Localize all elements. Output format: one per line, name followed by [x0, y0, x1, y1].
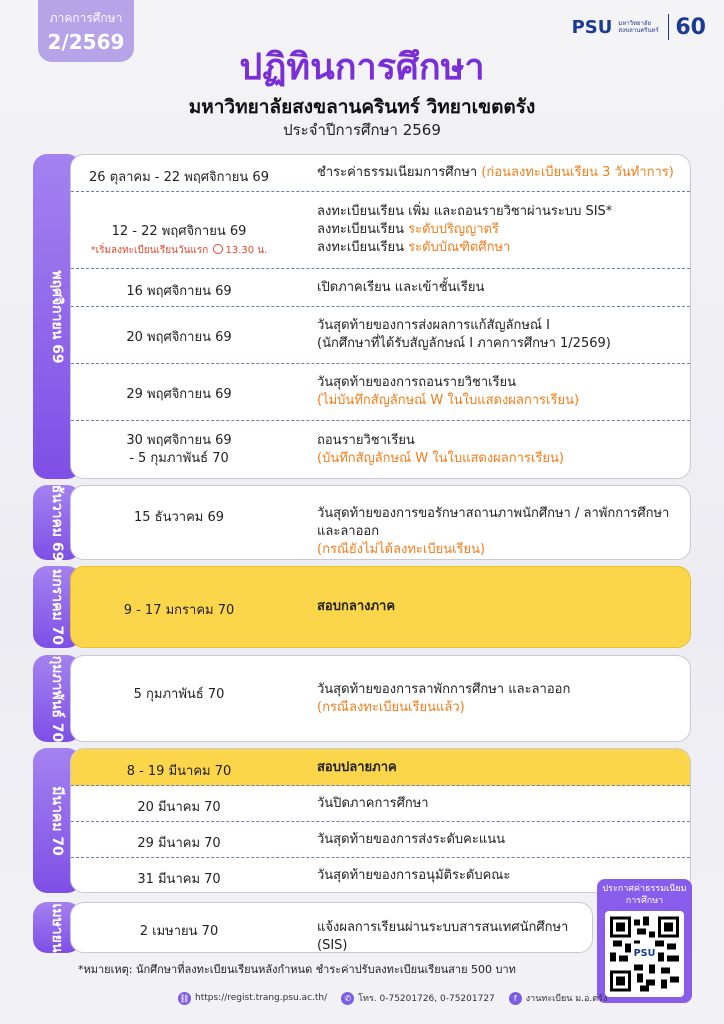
table-row [71, 307, 690, 364]
qr-caption: ประกาศค่าธรรมเนียมการศึกษา [602, 884, 687, 906]
university-name: มหาวิทยาลัยสงขลานครินทร์ วิทยาเขตตรัง [188, 96, 536, 118]
event-description: วันสุดท้ายของการขอรักษาสถานภาพนักศึกษา / ลาพักการศึกษา และลาออก (กรณียังไม่ได้ลงทะเบียนเรียน) [317, 506, 670, 557]
event-description: ถอนรายวิชาเรียน (บันทึกสัญลักษณ์ W ในใบแสดงผลการเรียน) [317, 433, 564, 466]
event-description: ลงทะเบียนเรียน เพิ่ม และถอนรายวิชาผ่านระบบ SIS* ลงทะเบียนเรียน ระดับปริญญาตรี ลงทะเบียนเรียน ระดับบัณฑิตศึกษา [317, 204, 613, 255]
month-tab-march: มีนาคม 70 [33, 748, 81, 893]
table-row [71, 421, 690, 479]
table-row [71, 155, 690, 192]
month-group-march [33, 748, 691, 893]
table-row [71, 269, 690, 307]
logo-divider [668, 14, 669, 40]
registration-note: *เริ่มลงทะเบียนเรียนวันแรก 13.30 น. [90, 245, 268, 256]
term-label: ภาคการศึกษา [49, 11, 123, 25]
phone-contact [341, 991, 495, 1005]
qr-center-logo: PSU [633, 948, 656, 960]
event-date: 26 ตุลาคม - 22 พฤศจิกายน 69 [89, 170, 269, 185]
academic-year: ประจำปีการศึกษา 2569 [283, 121, 441, 139]
month-group-december [33, 485, 691, 560]
table-row [71, 486, 690, 560]
event-date: 9 - 17 มกราคม 70 [123, 603, 235, 618]
event-description: วันสุดท้ายของการส่งผลการแก้สัญลักษณ์ I (นักศึกษาที่ได้รับสัญลักษณ์ I ภาคการศึกษา 1/2569) [317, 318, 611, 351]
month-tab-february: กุมภาพันธ์ 70 [33, 655, 81, 742]
event-date: 29 มีนาคม 70 [137, 836, 221, 851]
facebook-icon: f [509, 992, 522, 1005]
event-date: 31 มีนาคม 70 [137, 872, 221, 887]
table-row [71, 567, 690, 648]
event-description: วันสุดท้ายของการลาพักการศึกษา และลาออก (กรณีลงทะเบียนเรียนแล้ว) [317, 682, 571, 715]
event-description: เปิดภาคเรียน และเข้าชั้นเรียน [317, 280, 485, 295]
table-row [71, 656, 690, 742]
event-description: สอบปลายภาค [317, 760, 397, 775]
month-group-november [33, 154, 691, 479]
page-title: ปฏิทินการศึกษา [239, 47, 485, 88]
event-date: 16 พฤศจิกายน 69 [126, 284, 232, 299]
event-date: 30 พฤศจิกายน 69 - 5 กุมภาพันธ์ 70 [126, 433, 232, 466]
schedule-card-december [70, 485, 691, 560]
contact-footer [178, 991, 607, 1005]
qr-code[interactable] [605, 911, 684, 997]
event-date: 20 มีนาคม 70 [137, 800, 221, 815]
qr-code-graphic [610, 916, 679, 992]
event-description: ชำระค่าธรรมเนียมการศึกษา (ก่อนลงทะเบียนเรียน 3 วันทำการ) [317, 165, 674, 180]
footnote: *หมายเหตุ: นักศึกษาที่ลงทะเบียนเรียนหลังกำหนด ชำระค่าปรับลงทะเบียนเรียนสาย 500 บาท [78, 963, 516, 976]
month-tab-april: เมษายน [33, 902, 81, 953]
table-row [71, 786, 690, 822]
link-icon: ⛓ [179, 993, 190, 1003]
psu-logo-university: มหาวิทยาลัยสงขลานครินทร์ [618, 20, 659, 34]
table-row [71, 749, 690, 786]
event-date: 15 ธันวาคม 69 [133, 510, 225, 525]
month-group-february [33, 655, 691, 742]
facebook-contact[interactable] [509, 991, 608, 1005]
facebook-page[interactable]: งานทะเบียน ม.อ.ตรัง [525, 994, 608, 1004]
website-link[interactable]: https://regist.trang.psu.ac.th/ [195, 993, 328, 1003]
phone-icon: ✆ [341, 992, 354, 1005]
event-date: 5 กุมภาพันธ์ 70 [133, 687, 225, 702]
event-date: 20 พฤศจิกายน 69 [126, 330, 232, 345]
event-date: 8 - 19 มีนาคม 70 [126, 764, 232, 779]
event-description: แจ้งผลการเรียนผ่านระบบสารสนเทศนักศึกษา (SIS) [317, 920, 569, 953]
event-date: 12 - 22 พฤศจิกายน 69 *เริ่มลงทะเบียนเรียนวันแรก 13.30 น. [71, 220, 287, 258]
event-description: วันสุดท้ายของการถอนรายวิชาเรียน (ไม่บันทึกสัญลักษณ์ W ในใบแสดงผลการเรียน) [317, 375, 580, 408]
table-row [71, 364, 690, 421]
schedule-card-march [70, 748, 691, 893]
psu-logo [572, 14, 706, 40]
month-tab-december: ธันวาคม 69 [33, 485, 81, 560]
month-tab-november: พฤศจิกายน 69 [33, 154, 81, 479]
schedule-card-november [70, 154, 691, 479]
fee-announcement-qr[interactable] [597, 879, 692, 1003]
event-description: สอบกลางภาค [317, 599, 396, 614]
event-description: วันสุดท้ายของการอนุมัติระดับคณะ [317, 868, 511, 883]
psu-logo-text: PSU [571, 16, 613, 38]
month-tab-january: มกราคม 70 [33, 566, 81, 648]
event-date: 29 พฤศจิกายน 69 [126, 387, 232, 402]
table-row [71, 192, 690, 269]
sixty-years-logo: 60 [675, 14, 706, 40]
schedule-card-january [70, 566, 691, 648]
month-group-january [33, 566, 691, 648]
event-description: วันปิดภาคการศึกษา [317, 796, 429, 811]
clock-icon [213, 244, 223, 254]
table-row [71, 903, 592, 953]
event-description: วันสุดท้ายของการส่งระดับคะแนน [317, 832, 506, 847]
phone-number: โทร. 0-75201726, 0-75201727 [358, 994, 495, 1004]
schedule-card-february [70, 655, 691, 742]
event-date: 2 เมษายน 70 [139, 924, 219, 939]
schedule-card-april [70, 902, 593, 953]
table-row [71, 822, 690, 858]
website-contact[interactable] [178, 992, 327, 1005]
month-group-april [33, 902, 593, 953]
term-value: 2/2569 [47, 30, 125, 54]
